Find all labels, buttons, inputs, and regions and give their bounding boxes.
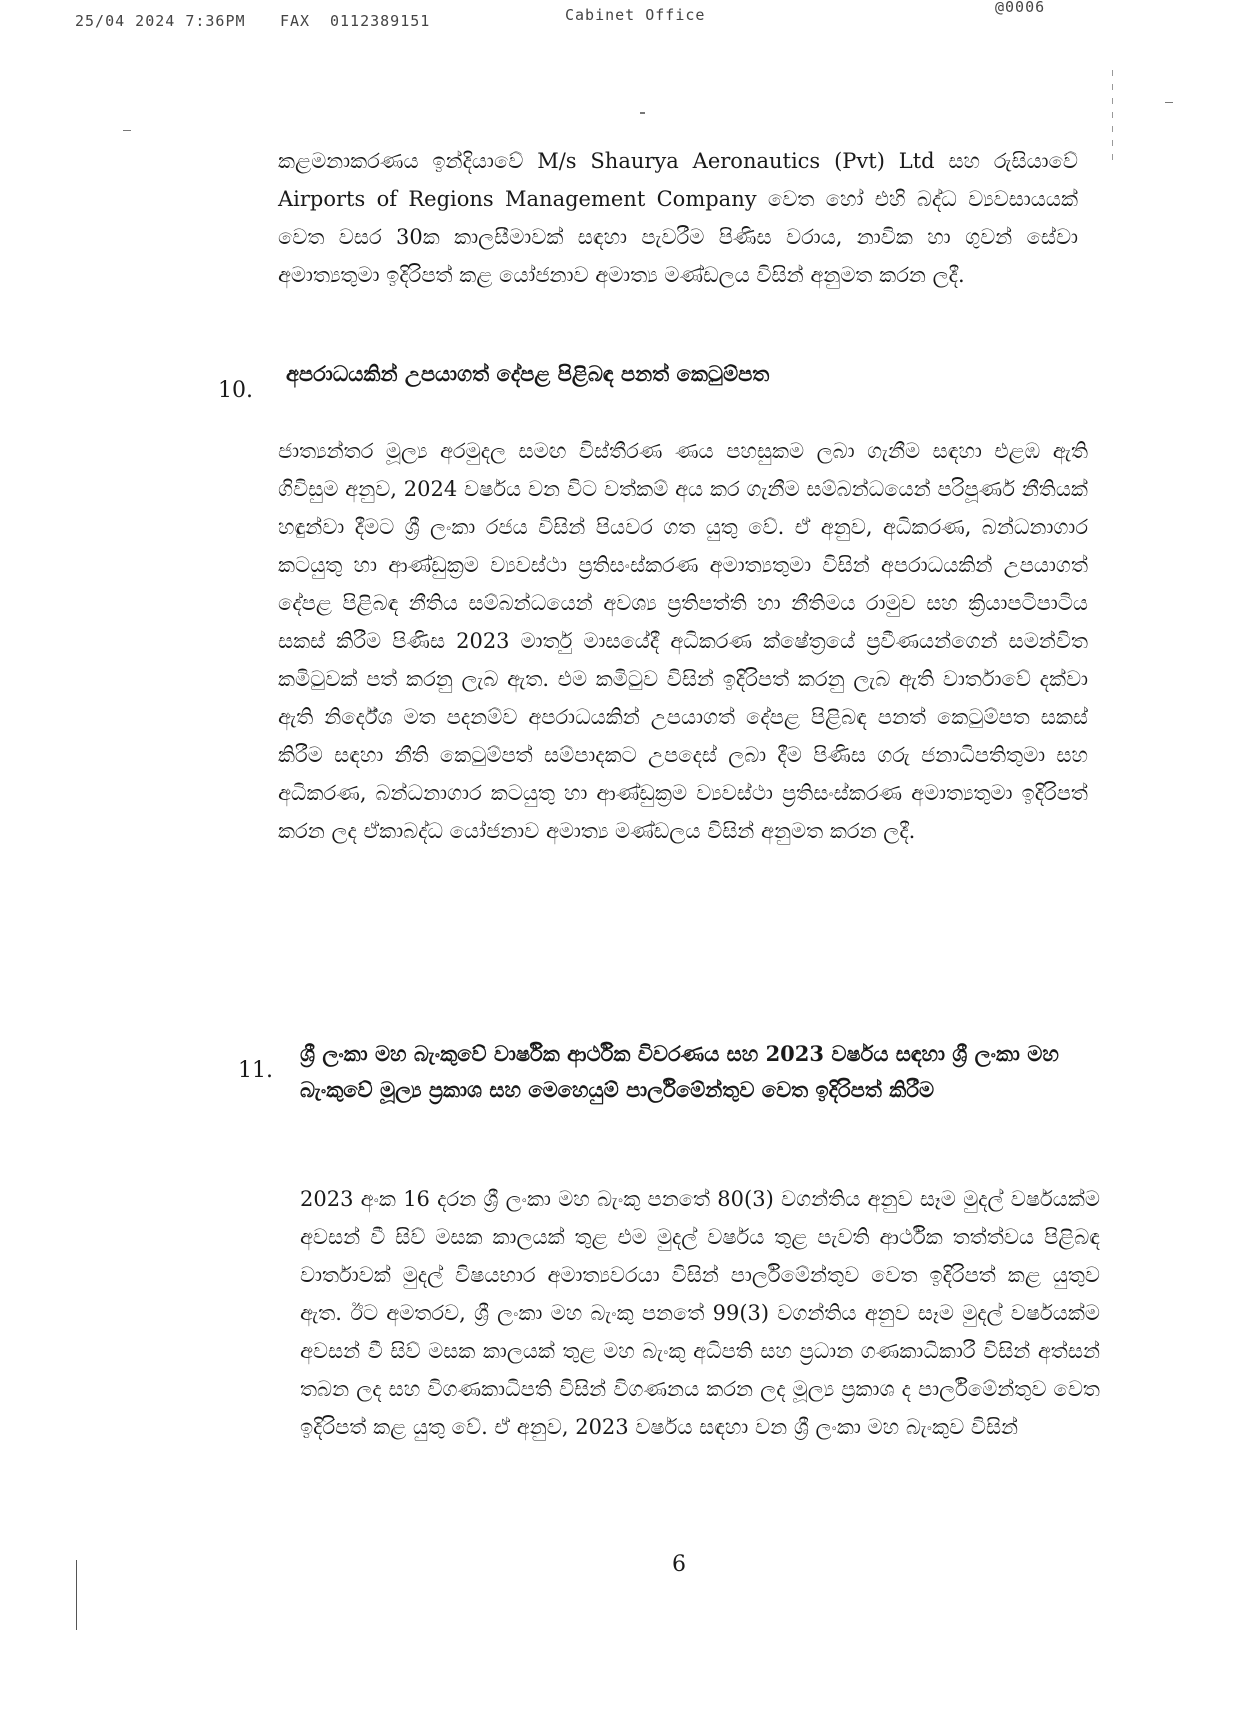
section-heading-10: අපරාධයකින් උපයාගත් දේපළ පිළිබඳ පනත් කෙටුම්පත xyxy=(286,361,770,386)
fax-header xyxy=(75,0,1075,34)
fax-date-time: 25/04 2024 7:36PM xyxy=(75,12,246,30)
fax-label: FAX xyxy=(280,12,311,30)
section-body-10: ජාත්‍යන්තර මූල්‍ය අරමුදල සමඟ විස්තීරණ ණය පහසුකම ලබා ගැනීම සඳහා එළඹ ඇති ගිවිසුම අනුව, 2024 වර්ෂය වන විට වත්කම් අය කර ගැනීම සම්බන්ධයෙන් පරිපූර්ණ නීතියක් හඳුන්වා දීමට ශ්‍රී ලංකා රජය විසින් පියවර ගත යුතු වේ. ඒ අනුව, අධිකරණ, බන්ධනාගාර කටයුතු හා ආණ්ඩුක්‍රම ව්‍යවස්ථා ප්‍රතිසංස්කරණ අමාත්‍යතුමා විසින් අපරාධයකින් උපයාගත් දේපළ පිළිබඳ නීතිය සම්බන්ධයෙන් අවශ්‍ය ප්‍රතිපත්ති හා නීතිමය රාමුව සහ ක්‍රියාපටිපාටිය සකස් කිරීම පිණිස 2023 මාර්තු මාසයේදී අධිකරණ ක්ෂේත්‍රයේ ප්‍රවීණයන්ගෙන් සමන්විත කමිටුවක් පත් කරනු ලැබ ඇත. එම කමිටුව විසින් ඉදිරිපත් කරනු ලැබ ඇති වාර්තාවේ දක්වා ඇති නිර්දේශ මත පදනම්ව අපරාධයකින් උපයාගත් දේපළ පිළිබඳ පනත් කෙටුම්පත සකස් කිරීම සඳහා නීති කෙටුම්පත් සම්පාදකට උපදෙස් ලබා දීම පිණිස ගරු ජනාධිපතිතුමා සහ අධිකරණ, බන්ධනාගාර කටයුතු හා ආණ්ඩුක්‍රම ව්‍යවස්ථා ප්‍රතිසංස්කරණ අමාත්‍යතුමා ඉදිරිපත් කරන ලද ඒකාබද්ධ යෝජනාව අමාත්‍ය මණ්ඩලය විසින් අනුමත කරන ලදී. xyxy=(278,439,1088,843)
fax-number: 0112389151 xyxy=(330,12,431,30)
section-number-11: 11. xyxy=(238,1058,273,1083)
scan-artifact xyxy=(1165,102,1173,103)
fax-sender: Cabinet Office xyxy=(565,6,706,24)
section-body-11: 2023 අංක 16 දරන ශ්‍රී ලංකා මහ බැංකු පනතේ 80(3) වගන්තිය අනුව සෑම මුදල් වර්ෂයක්ම අවසන් වී සිව් මසක කාලයක් තුළ එම මුදල් වර්ෂය තුළ පැවති ආර්ථික තත්ත්වය පිළිබඳ වාර්තාවක් මුදල් විෂයභාර අමාත්‍යවරයා විසින් පාර්ලිමේන්තුව වෙත ඉදිරිපත් කළ යුතුව ඇත. ඊට අමතරව, ශ්‍රී ලංකා මහ බැංකු පනතේ 99(3) වගන්තිය අනුව සෑම මුදල් වර්ෂයක්ම අවසන් වී සිව් මසක කාලයක් තුළ මහ බැංකු අධිපති සහ ප්‍රධාන ගණකාධිකාරී විසින් අත්සන් තබන ලද සහ විගණකාධිපති විසින් විගණනය කරන ලද මූල්‍ය ප්‍රකාශ ද පාර්ලිමේන්තුව වෙත ඉදිරිපත් කළ යුතු වේ. ඒ අනුව, 2023 වර්ෂය සඳහා වන ශ්‍රී ලංකා මහ බැංකුව විසින් xyxy=(300,1187,1100,1439)
section-number-10: 10. xyxy=(218,378,253,403)
section-heading-11: ශ්‍රී ලංකා මහ බැංකුවේ වාර්ෂික ආර්ථික විවරණය සහ 2023 වර්ෂය සඳහා ශ්‍රී ලංකා මහ බැංකුවේ මූල්‍ය ප්‍රකාශ සහ මෙහෙයුම් පාර්ලිමේන්තුව වෙත ඉදිරිපත් කිරීම xyxy=(300,1041,1059,1102)
scan-edge-line xyxy=(76,1560,77,1630)
fax-page-code: @0006 xyxy=(995,0,1046,16)
scan-edge-line xyxy=(1112,70,1113,160)
paragraph-continued: කළමනාකරණය ඉන්දියාවේ M/s Shaurya Aeronautics (Pvt) Ltd සහ රුසියාවේ Airports of Regions Management Company වෙත හෝ එහි බද්ධ ව්‍යවසායයක් වෙත වසර 30ක කාලසීමාවක් සඳහා පැවරීම පිණිස වරාය, නාවික හා ගුවන් සේවා අමාත්‍යතුමා ඉදිරිපත් කළ යෝජනාව අමාත්‍ය මණ්ඩලය විසින් අනුමත කරන ලදී. xyxy=(278,149,1078,287)
page-number: 6 xyxy=(672,1552,686,1577)
scan-artifact xyxy=(640,112,645,114)
scan-artifact xyxy=(123,130,131,131)
